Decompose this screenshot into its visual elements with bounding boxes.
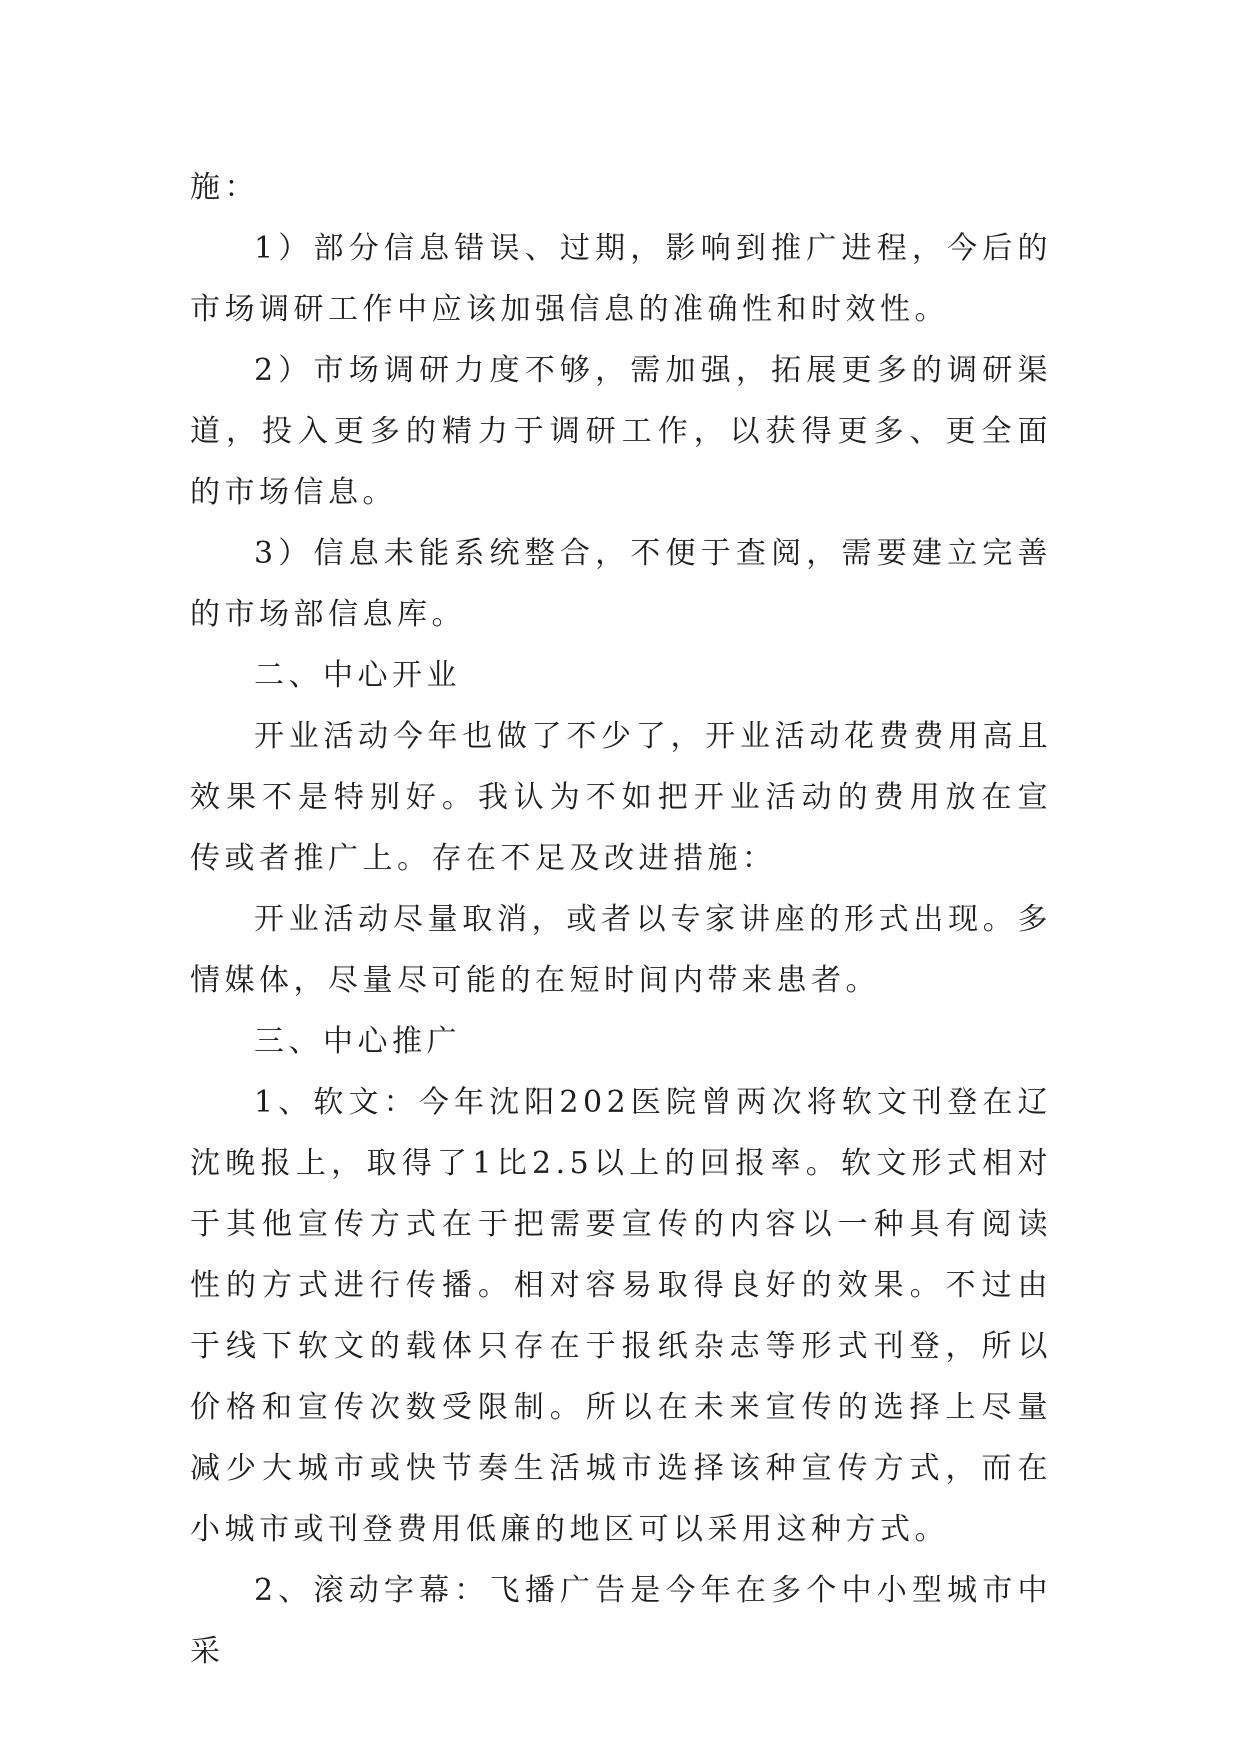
paragraph-point-1: 1）部分信息错误、过期，影响到推广进程，今后的市场调研工作中应该加强信息的准确性和时效性。 <box>190 231 1052 327</box>
paragraph-point-2: 2）市场调研力度不够，需加强，拓展更多的调研渠道，投入更多的精力于调研工作，以获得更多、更全面的市场信息。 <box>190 353 1052 510</box>
paragraph-opening-summary: 开业活动今年也做了不少了，开业活动花费费用高且效果不是特别好。我认为不如把开业活动的费用放在宣传或者推广上。存在不足及改进措施： <box>190 719 1052 876</box>
paragraph-soft-article: 1、软文：今年沈阳202医院曾两次将软文刊登在辽沈晚报上，取得了1比2.5以上的回报率。软文形式相对于其他宣传方式在于把需要宣传的内容以一种具有阅读性的方式进行传播。相对容易取得良好的效果。不过由于线下软文的载体只存在于报纸杂志等形式刊登，所以价格和宣传次数受限制。所以在未来宣传的选择上尽量减少大城市或快节奏生活城市选择该种宣传方式，而在小城市或刊登费用低廉的地区可以采用这种方式。 <box>190 1085 1052 1547</box>
section-heading-opening: 二、中心开业 <box>254 658 461 693</box>
paragraph-opening-improvement: 开业活动尽量取消，或者以专家讲座的形式出现。多情媒体，尽量尽可能的在短时间内带来患者。 <box>190 902 1052 998</box>
document-body <box>190 157 1052 1682</box>
paragraph-point-3: 3）信息未能系统整合，不便于查阅，需要建立完善的市场部信息库。 <box>190 536 1052 632</box>
paragraph-scrolling-caption: 2、滚动字幕：飞播广告是今年在多个中小型城市中采 <box>190 1573 1052 1669</box>
paragraph-continuation: 施： <box>190 170 259 205</box>
section-heading-promotion: 三、中心推广 <box>254 1024 461 1059</box>
